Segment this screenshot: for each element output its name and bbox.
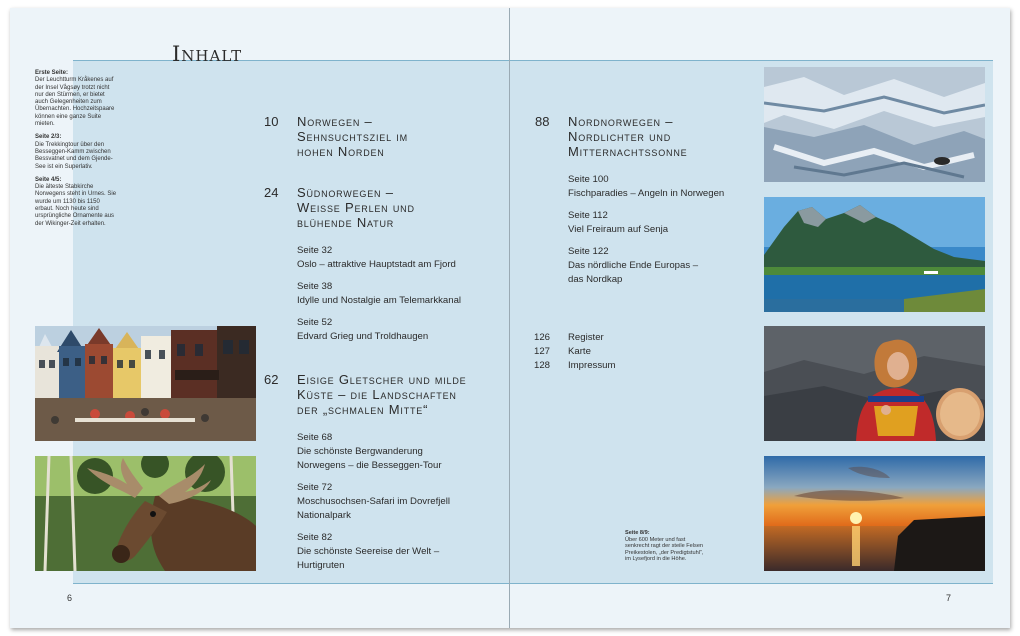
subentry-title-line: Die schönste Seereise der Welt – bbox=[297, 546, 440, 557]
chapter-title-line: hohen Norden bbox=[297, 144, 385, 159]
chapter-title-line: Südnorwegen – bbox=[297, 185, 394, 200]
chapter-page-number: 88 bbox=[535, 114, 550, 129]
chapter-title-line: der „schmalen Mitte“ bbox=[297, 402, 429, 417]
chapter-title-line: Weisse Perlen und bbox=[297, 200, 415, 215]
subentry-title: Idylle und Nostalgie am Telemarkkanal bbox=[297, 295, 462, 306]
toc-subentry[interactable] bbox=[297, 531, 439, 573]
caption-heading: Seite 8/9: bbox=[625, 530, 650, 536]
toc-subentry[interactable] bbox=[297, 280, 461, 308]
toc-subentry[interactable] bbox=[297, 316, 428, 344]
book-spine bbox=[509, 8, 510, 628]
subentry-title-line: Viel Freiraum auf Senja bbox=[568, 224, 669, 235]
chapter-title-line: Nordnorwegen – bbox=[568, 114, 674, 129]
toc-appendix-entry[interactable] bbox=[534, 346, 591, 357]
photo-bergen-bryggen bbox=[35, 326, 256, 441]
side-note-text: Der Leuchtturm Kråkenes auf der Insel Vågsøy trotzt nicht nur den Stürmen, er bietet auch Gelegenheiten zum Übernachten. Hochzeitspaare können eine ganze Suite mieten. bbox=[35, 77, 115, 128]
toc-subentry[interactable] bbox=[568, 245, 698, 287]
chapter-title-line: Mitternachtssonne bbox=[568, 144, 688, 159]
subentry-page-label: Seite 100 bbox=[568, 174, 609, 185]
page-title: Inhalt bbox=[172, 42, 243, 66]
side-note-heading: Seite 4/5: bbox=[35, 176, 62, 183]
appendix-label: Impressum bbox=[568, 360, 616, 371]
photo-midnight-sun bbox=[764, 456, 985, 571]
toc-subentry[interactable] bbox=[297, 431, 442, 473]
chapter-title-line: Nordlichter und bbox=[568, 129, 672, 144]
toc-subentry[interactable] bbox=[297, 244, 456, 272]
side-note-text: Die Trekkingtour über den Besseggen-Kamm zwischen Bessvatnet und dem Gjende-See ist ein Superlativ. bbox=[35, 141, 113, 170]
toc-subentry[interactable] bbox=[568, 209, 668, 237]
subentry-title-line: Norwegens – die Besseggen-Tour bbox=[297, 460, 442, 471]
side-note bbox=[35, 70, 119, 128]
side-notes bbox=[35, 70, 119, 234]
appendix-page-number: 127 bbox=[534, 346, 551, 357]
chapter-title-line: Norwegen – bbox=[297, 114, 373, 129]
photo-moose bbox=[35, 456, 256, 571]
chapter-title-line: Eisige Gletscher und milde bbox=[297, 372, 467, 387]
chapter-title bbox=[568, 114, 687, 159]
appendix-page-number: 128 bbox=[534, 360, 551, 371]
chapter-title bbox=[297, 372, 466, 417]
toc-chapter[interactable] bbox=[264, 114, 504, 164]
subentry-title-line: Das nördliche Ende Europas – bbox=[568, 260, 699, 271]
toc-appendix-entry[interactable] bbox=[534, 332, 604, 343]
chapter-title-line: Sehnsuchtsziel im bbox=[297, 129, 408, 144]
page-number-right: 7 bbox=[946, 593, 952, 603]
side-note-text: Die älteste Stabkirche Norwegens steht in Urnes. Sie wurde um 1130 bis 1150 erbaut. Noch heute sind ursprüngliche Ornamente aus der Wikinger-Zeit erhalten. bbox=[35, 184, 117, 227]
subentry-title-line: Hurtigruten bbox=[297, 560, 345, 571]
side-note bbox=[35, 177, 119, 228]
appendix-label: Karte bbox=[568, 346, 591, 357]
toc-chapter[interactable] bbox=[264, 372, 504, 422]
photo-sami-woman-drum bbox=[764, 326, 985, 441]
side-note-heading: Seite 2/3: bbox=[35, 134, 62, 141]
subentry-page-label: Seite 52 bbox=[297, 317, 333, 328]
subentry-page-label: Seite 72 bbox=[297, 482, 333, 493]
subentry-page-label: Seite 32 bbox=[297, 245, 333, 256]
appendix-page-number: 126 bbox=[534, 332, 551, 343]
toc-appendix-entry[interactable] bbox=[534, 360, 615, 371]
chapter-title bbox=[297, 114, 408, 159]
subentry-page-label: Seite 82 bbox=[297, 532, 333, 543]
subentry-title-line: das Nordkap bbox=[568, 274, 623, 285]
subentry-page-label: Seite 68 bbox=[297, 432, 333, 443]
side-note bbox=[35, 134, 119, 170]
toc-chapter[interactable] bbox=[264, 185, 504, 235]
chapter-page-number: 62 bbox=[264, 372, 279, 387]
photo-caption bbox=[625, 530, 707, 563]
subentry-title-line: Fischparadies – Angeln in Norwegen bbox=[568, 188, 725, 199]
subentry-title-line: Die schönste Bergwanderung bbox=[297, 446, 423, 457]
subentry-title-line: Moschusochsen-Safari im Dovrefjell bbox=[297, 496, 451, 507]
photo-fjord-mountains bbox=[764, 197, 985, 312]
subentry-page-label: Seite 122 bbox=[568, 246, 609, 257]
toc-chapter[interactable] bbox=[535, 114, 755, 164]
subentry-page-label: Seite 112 bbox=[568, 210, 608, 221]
subentry-page-label: Seite 38 bbox=[297, 281, 333, 292]
appendix-label: Register bbox=[568, 332, 604, 343]
page-number-left: 6 bbox=[67, 593, 73, 603]
chapter-title-line: Küste – die Landschaften bbox=[297, 387, 457, 402]
subentry-title: Oslo – attraktive Hauptstadt am Fjord bbox=[297, 259, 456, 270]
chapter-page-number: 24 bbox=[264, 185, 279, 200]
toc-subentry[interactable] bbox=[568, 173, 724, 201]
side-note-heading: Erste Seite: bbox=[35, 70, 69, 76]
subentry-title: Edvard Grieg und Troldhaugen bbox=[297, 331, 429, 342]
caption-text: Über 600 Meter und fast senkrecht ragt der steile Felsen Preikestolen, „der Predigtstuhl“, im Lysefjord in die Höhe. bbox=[625, 536, 704, 563]
chapter-title bbox=[297, 185, 415, 230]
subentry-title-line: Nationalpark bbox=[297, 510, 351, 521]
toc-subentry[interactable] bbox=[297, 481, 450, 523]
chapter-title-line: blühende Natur bbox=[297, 215, 395, 230]
chapter-page-number: 10 bbox=[264, 114, 279, 129]
photo-glacier bbox=[764, 67, 985, 182]
bottom-rule bbox=[73, 583, 993, 584]
